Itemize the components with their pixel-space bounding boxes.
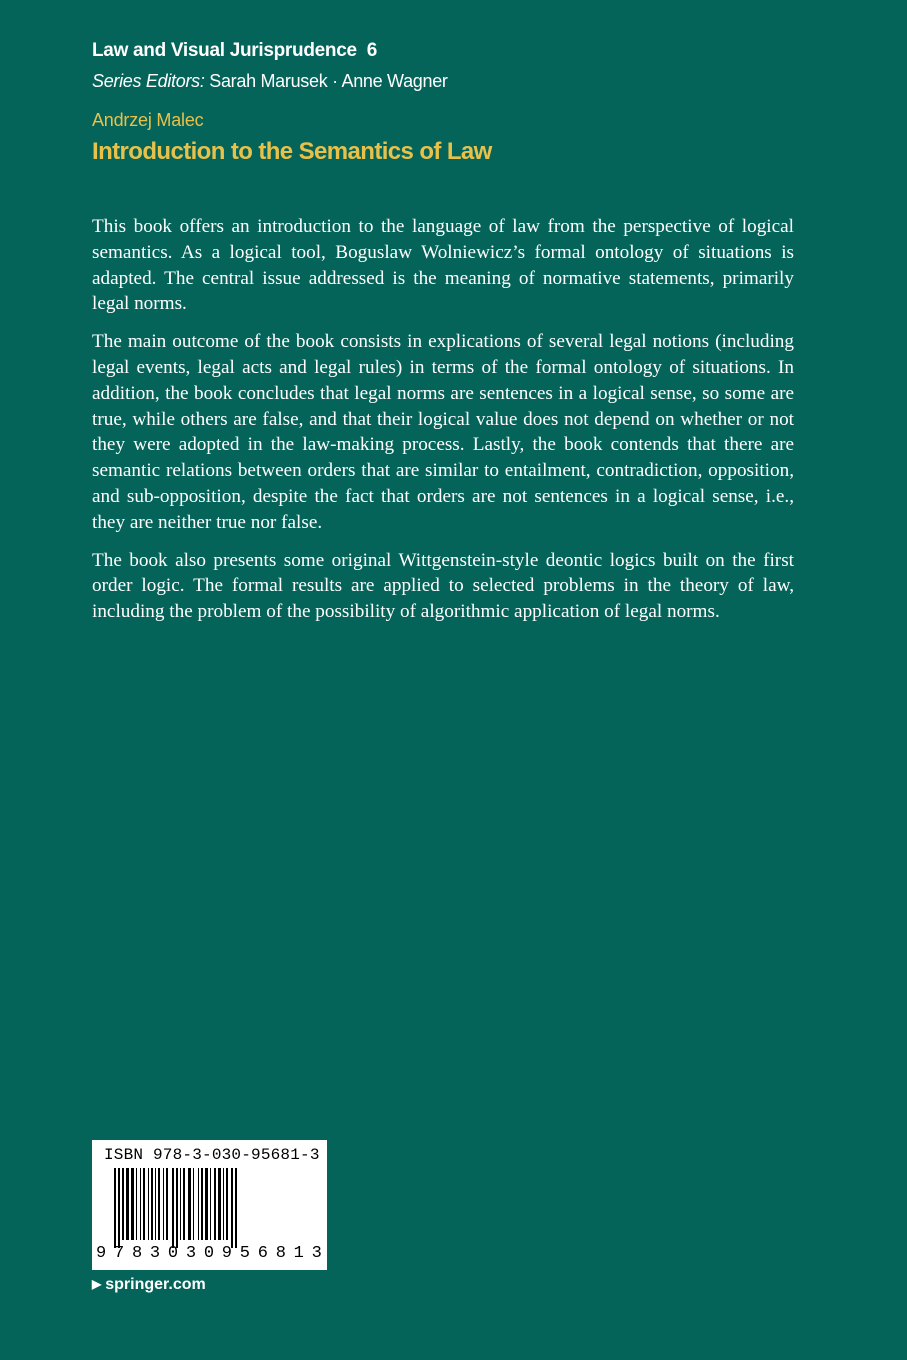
series-title bbox=[92, 40, 377, 62]
ean-digit: 0 bbox=[203, 1244, 215, 1263]
barcode-bar bbox=[136, 1168, 137, 1240]
barcode-bar bbox=[172, 1168, 174, 1248]
barcode-bar bbox=[151, 1168, 153, 1240]
description-paragraph: The book also presents some original Wittgenstein-style deontic logics built on the first order logic. The formal results are applied to selected problems in the theory of law, including the problem of the possibility of algorithmic application of legal norms. bbox=[92, 549, 794, 623]
ean-digits bbox=[96, 1244, 322, 1263]
ean-digit: 1 bbox=[293, 1244, 304, 1263]
triangle-arrow-icon: ▶ bbox=[92, 1277, 102, 1291]
barcode-bar bbox=[188, 1168, 191, 1240]
barcode-bar bbox=[183, 1168, 185, 1240]
series-editors-names: Sarah Marusek · Anne Wagner bbox=[209, 71, 448, 91]
ean-digit: 9 bbox=[96, 1244, 107, 1263]
ean-digit: 3 bbox=[149, 1244, 161, 1263]
barcode-bar bbox=[214, 1168, 216, 1240]
ean-digit: 7 bbox=[113, 1244, 125, 1263]
description-paragraph: This book offers an introduction to the language of law from the perspective of logical semantics. As a logical tool, Boguslaw Wolniewicz’s formal ontology of situations is adapted. The central issue addressed is the meaning of normative statements, primarily legal norms. bbox=[92, 216, 794, 315]
barcode-bar bbox=[158, 1168, 160, 1240]
barcode-bar bbox=[126, 1168, 129, 1240]
barcode-bar bbox=[148, 1168, 149, 1240]
series-volume: 6 bbox=[366, 40, 378, 61]
barcode-bar bbox=[140, 1168, 141, 1240]
isbn-text: ISBN 978-3-030-95681-3 bbox=[104, 1146, 320, 1164]
barcode-bar bbox=[193, 1168, 194, 1240]
ean-digit: 3 bbox=[185, 1244, 197, 1263]
series-editors-label: Series Editors: bbox=[92, 71, 205, 91]
series-editors bbox=[92, 71, 448, 92]
series-name: Law and Visual Jurisprudence bbox=[92, 40, 357, 61]
ean-digit: 6 bbox=[257, 1244, 268, 1263]
barcode-bar bbox=[235, 1168, 237, 1248]
isbn-barcode bbox=[92, 1140, 327, 1270]
barcode-bar bbox=[122, 1168, 124, 1240]
barcode-bar bbox=[166, 1168, 168, 1240]
ean-digit: 3 bbox=[311, 1244, 322, 1263]
barcode-bar bbox=[223, 1168, 224, 1240]
book-description bbox=[92, 214, 794, 637]
barcode-bar bbox=[201, 1168, 203, 1240]
barcode-bar bbox=[118, 1168, 120, 1248]
ean-digit: 8 bbox=[131, 1244, 143, 1263]
barcode-bar bbox=[205, 1168, 208, 1240]
barcode-bar bbox=[218, 1168, 221, 1240]
ean-digit: 0 bbox=[167, 1244, 179, 1263]
publisher-link[interactable] bbox=[92, 1276, 206, 1294]
book-title: Introduction to the Semantics of Law bbox=[92, 138, 492, 165]
book-author: Andrzej Malec bbox=[92, 110, 204, 130]
barcode-bar bbox=[226, 1168, 228, 1240]
barcode-bar bbox=[210, 1168, 211, 1240]
description-paragraph: The main outcome of the book consists in explications of several legal notions (including legal events, legal acts and legal rules) in terms of the formal ontology of situations. In addition, the book concludes that legal norms are sentences in a logical sense, so some are true, while others are false, and that their logical value does not depend on whether or not they were adopted in the law-making process. Lastly, the book contends that there are semantic relations between orders that are similar to entailment, contradiction, opposition, and sub-opposition, despite the fact that orders are not sentences in a logical sense, i.e., they are neither true nor false. bbox=[92, 331, 794, 533]
barcode-bar bbox=[155, 1168, 156, 1240]
barcode-bar bbox=[231, 1168, 233, 1248]
barcode-bar bbox=[143, 1168, 145, 1240]
publisher-url: springer.com bbox=[105, 1276, 206, 1293]
barcode-bar bbox=[114, 1168, 116, 1248]
ean-digit: 9 bbox=[221, 1244, 232, 1263]
barcode-bar bbox=[163, 1168, 164, 1240]
barcode-bars bbox=[114, 1168, 306, 1248]
ean-digit: 8 bbox=[275, 1244, 286, 1263]
barcode-bar bbox=[176, 1168, 178, 1248]
ean-digit: 5 bbox=[239, 1244, 250, 1263]
barcode-bar bbox=[180, 1168, 181, 1240]
barcode-bar bbox=[131, 1168, 134, 1240]
barcode-bar bbox=[198, 1168, 199, 1240]
